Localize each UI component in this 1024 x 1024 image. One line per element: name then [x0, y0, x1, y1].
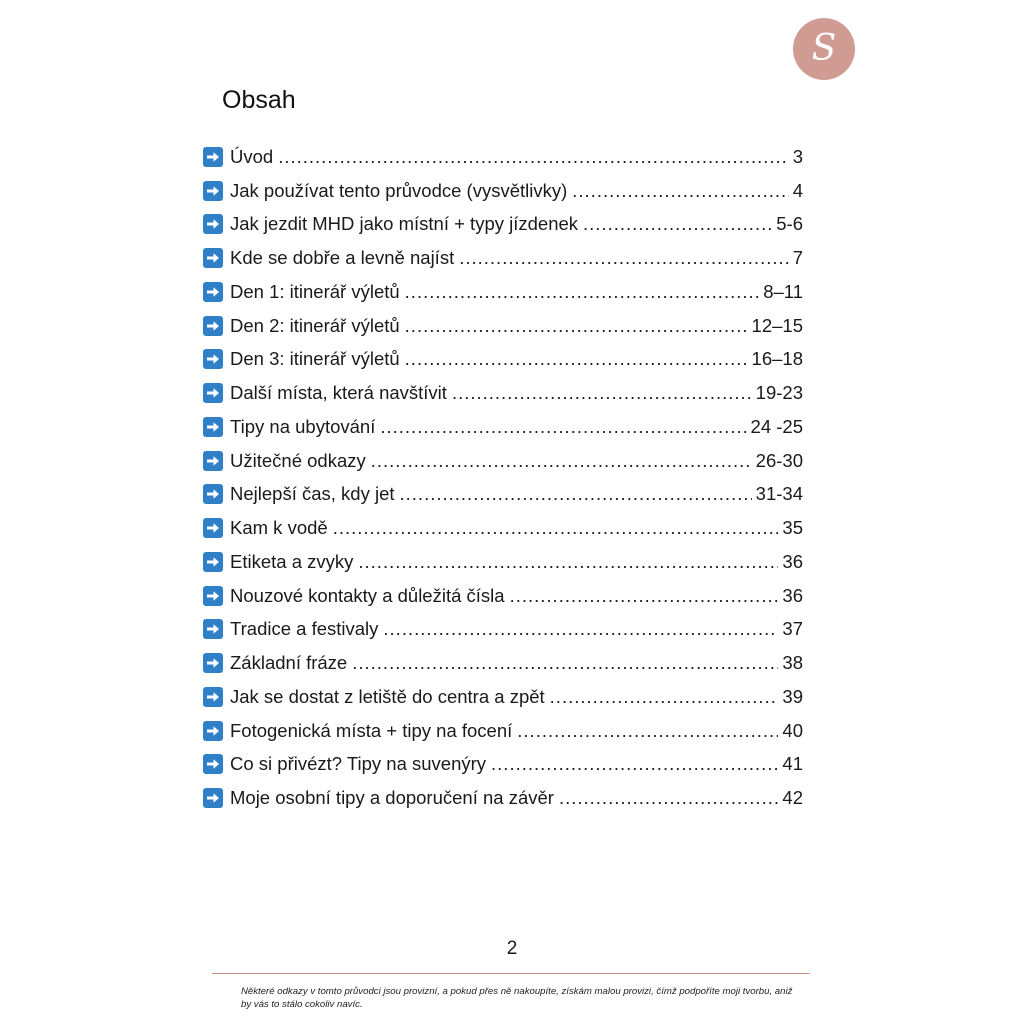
- toc-item-label: Užitečné odkazy: [230, 449, 366, 471]
- toc-item[interactable]: [203, 444, 803, 478]
- toc-item-page: 3: [792, 145, 803, 167]
- toc-item-page: 37: [782, 618, 803, 640]
- toc-item-page: 36: [782, 584, 803, 606]
- toc-item[interactable]: [203, 714, 803, 748]
- toc-item-page: 38: [782, 652, 803, 674]
- toc-item[interactable]: [203, 208, 803, 242]
- arrow-right-icon: [203, 181, 223, 201]
- arrow-right-icon: [203, 214, 223, 234]
- page-number: 2: [506, 938, 518, 959]
- dot-leader: [550, 686, 779, 708]
- arrow-right-icon: [203, 788, 223, 808]
- toc-item-page: 7: [792, 247, 803, 269]
- arrow-right-icon: [203, 484, 223, 504]
- toc-item-label: Kam k vodě: [230, 517, 328, 539]
- toc-item[interactable]: [203, 781, 803, 815]
- arrow-right-icon: [203, 721, 223, 741]
- arrow-right-icon: [203, 687, 223, 707]
- toc-item-label: Den 3: itinerář výletů: [230, 348, 400, 370]
- toc-item[interactable]: [203, 680, 803, 714]
- arrow-right-icon: [203, 451, 223, 471]
- toc-item-label: Tipy na ubytování: [230, 415, 376, 437]
- arrow-right-icon: [203, 383, 223, 403]
- toc-item-label: Fotogenická místa + tipy na focení: [230, 719, 513, 741]
- dot-leader: [380, 416, 746, 438]
- dot-leader: [510, 585, 779, 607]
- toc-item[interactable]: [203, 275, 803, 309]
- toc-item-page: 8–11: [763, 280, 803, 302]
- arrow-right-icon: [203, 349, 223, 369]
- dot-leader: [405, 315, 748, 337]
- arrow-right-icon: [203, 282, 223, 302]
- toc-item-label: Co si přivézt? Tipy na suvenýry: [230, 753, 487, 775]
- toc-item[interactable]: [203, 613, 803, 647]
- page-title: Obsah: [222, 86, 296, 114]
- toc-item[interactable]: [203, 748, 803, 782]
- toc-item-label: Nejlepší čas, kdy jet: [230, 483, 395, 505]
- toc-item[interactable]: [203, 545, 803, 579]
- arrow-right-icon: [203, 653, 223, 673]
- dot-leader: [352, 652, 778, 674]
- toc-item-label: Den 2: itinerář výletů: [230, 314, 400, 336]
- arrow-right-icon: [203, 417, 223, 437]
- arrow-right-icon: [203, 754, 223, 774]
- dot-leader: [491, 753, 778, 775]
- arrow-right-icon: [203, 248, 223, 268]
- toc-item-page: 12–15: [751, 314, 803, 336]
- arrow-right-icon: [203, 552, 223, 572]
- toc-item-label: Úvod: [230, 145, 274, 167]
- toc-item-label: Den 1: itinerář výletů: [230, 280, 400, 302]
- toc-item-label: Jak se dostat z letiště do centra a zpět: [230, 685, 545, 707]
- toc-item[interactable]: [203, 241, 803, 275]
- toc-item-page: 19-23: [755, 382, 803, 404]
- toc-item[interactable]: [203, 174, 803, 208]
- toc-item-label: Moje osobní tipy a doporučení na závěr: [230, 787, 554, 809]
- dot-leader: [452, 382, 752, 404]
- toc-item[interactable]: [203, 410, 803, 444]
- toc-item-page: 42: [782, 787, 803, 809]
- toc-item[interactable]: [203, 309, 803, 343]
- toc-item[interactable]: [203, 140, 803, 174]
- dot-leader: [383, 618, 778, 640]
- dot-leader: [517, 720, 778, 742]
- toc-item-label: Jak jezdit MHD jako místní + typy jízdenek: [230, 213, 579, 235]
- arrow-right-icon: [203, 316, 223, 336]
- toc-item-page: 35: [782, 517, 803, 539]
- dot-leader: [358, 551, 778, 573]
- dot-leader: [459, 247, 788, 269]
- dot-leader: [405, 281, 760, 303]
- toc-item[interactable]: [203, 646, 803, 680]
- table-of-contents: [203, 140, 803, 815]
- toc-item-page: 4: [792, 179, 803, 201]
- dot-leader: [400, 483, 752, 505]
- arrow-right-icon: [203, 619, 223, 639]
- toc-item-page: 5-6: [776, 213, 803, 235]
- toc-item-label: Další místa, která navštívit: [230, 382, 447, 404]
- toc-item-page: 41: [782, 753, 803, 775]
- dot-leader: [559, 787, 778, 809]
- arrow-right-icon: [203, 147, 223, 167]
- dot-leader: [333, 517, 779, 539]
- brand-logo: [793, 18, 855, 80]
- toc-item-page: 24 -25: [750, 415, 803, 437]
- dot-leader: [278, 146, 789, 168]
- footer-divider: [212, 973, 810, 974]
- affiliate-disclaimer: Některé odkazy v tomto průvodci jsou provizní, a pokud přes ně nakoupíte, získám malou provizi, čímž podpoříte moji tvorbu, aniž by vás to stálo cokoliv navíc.: [241, 986, 793, 1010]
- toc-item-page: 16–18: [751, 348, 803, 370]
- toc-item-page: 31-34: [755, 483, 803, 505]
- toc-item[interactable]: [203, 376, 803, 410]
- toc-item-page: 39: [782, 685, 803, 707]
- toc-item[interactable]: [203, 478, 803, 512]
- toc-item-label: Etiketa a zvyky: [230, 550, 354, 572]
- dot-leader: [371, 450, 752, 472]
- dot-leader: [405, 348, 748, 370]
- dot-leader: [583, 213, 772, 235]
- toc-item-label: Jak používat tento průvodce (vysvětlivky): [230, 179, 568, 201]
- arrow-right-icon: [203, 518, 223, 538]
- toc-item-label: Základní fráze: [230, 652, 348, 674]
- toc-item-label: Tradice a festivaly: [230, 618, 379, 640]
- logo-letter: S: [811, 28, 837, 69]
- toc-item[interactable]: [203, 343, 803, 377]
- dot-leader: [572, 180, 788, 202]
- toc-item-label: Nouzové kontakty a důležitá čísla: [230, 584, 505, 606]
- toc-item-page: 26-30: [755, 449, 803, 471]
- toc-item-page: 36: [782, 550, 803, 572]
- toc-item-page: 40: [782, 719, 803, 741]
- arrow-right-icon: [203, 586, 223, 606]
- toc-item[interactable]: [203, 511, 803, 545]
- toc-item-label: Kde se dobře a levně najíst: [230, 247, 455, 269]
- toc-item[interactable]: [203, 579, 803, 613]
